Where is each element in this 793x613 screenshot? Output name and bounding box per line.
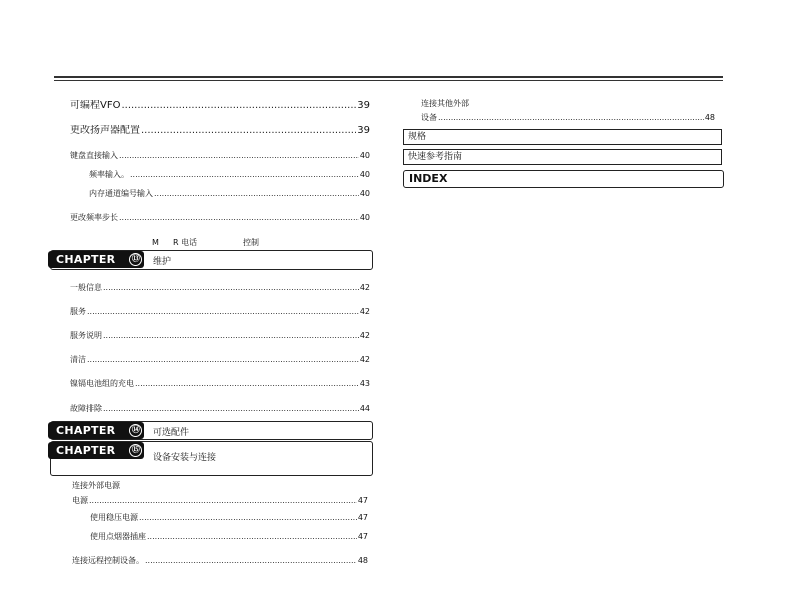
toc-entry[interactable] xyxy=(70,355,370,365)
chapter-15-title: 设备安装与连接 xyxy=(153,453,217,463)
toc-page: 43 xyxy=(359,379,370,388)
chapter-13-title: 维护 xyxy=(153,257,172,267)
toc-page: 48 xyxy=(357,556,368,565)
toc-title: 设备 xyxy=(421,113,437,122)
toc-page: 39 xyxy=(357,125,370,136)
fragment-r: R 电话 xyxy=(173,238,198,247)
toc-entry[interactable] xyxy=(72,496,368,506)
toc-title: 一般信息 xyxy=(70,283,102,292)
toc-page: 47 xyxy=(357,532,368,541)
toc-leader xyxy=(87,355,359,365)
toc-leader xyxy=(135,379,359,389)
toc-page: 42 xyxy=(359,307,370,316)
toc-leader xyxy=(119,151,359,161)
toc-leader xyxy=(103,331,359,341)
toc-leader xyxy=(103,283,359,293)
toc-entry[interactable] xyxy=(90,513,368,523)
toc-entry[interactable] xyxy=(72,556,368,566)
toc-page: 42 xyxy=(359,331,370,340)
toc-entry[interactable] xyxy=(90,532,368,542)
toc-leader xyxy=(121,100,356,112)
toc-entry[interactable] xyxy=(89,170,370,180)
chapter-14-title: 可选配件 xyxy=(153,428,190,438)
toc-title: 更改频率步长 xyxy=(70,213,118,222)
toc-title: 键盘直接输入 xyxy=(70,151,118,160)
install-heading: 连接外部电源 xyxy=(72,481,120,490)
toc-title: 可编程VFO xyxy=(70,100,121,111)
toc-page: 40 xyxy=(359,151,370,160)
toc-leader xyxy=(141,125,356,137)
toc-entry[interactable] xyxy=(70,331,370,341)
toc-leader xyxy=(154,189,359,199)
toc-title: 服务 xyxy=(70,307,86,316)
toc-page: 42 xyxy=(359,355,370,364)
chapter-14-badge xyxy=(48,422,144,439)
toc-leader xyxy=(145,556,357,566)
toc-title: 内存通道编号输入 xyxy=(89,189,153,198)
top-rule-1 xyxy=(54,76,723,78)
toc-title: 镍镉电池组的充电 xyxy=(70,379,134,388)
right-heading: 连接其他外部 xyxy=(421,99,469,108)
toc-entry[interactable] xyxy=(421,113,715,123)
toc-leader xyxy=(130,170,359,180)
toc-entry[interactable] xyxy=(70,125,370,137)
toc-entry[interactable] xyxy=(70,379,370,389)
toc-title: 连接远程控制设备。 xyxy=(72,556,144,565)
toc-page: 39 xyxy=(357,100,370,111)
toc-page: 47 xyxy=(357,513,368,522)
toc-title: 电源 xyxy=(72,496,88,505)
toc-leader xyxy=(119,213,359,223)
toc-entry[interactable] xyxy=(70,283,370,293)
toc-title: 服务说明 xyxy=(70,331,102,340)
spec-box[interactable]: 规格 xyxy=(403,129,722,145)
toc-entry[interactable] xyxy=(70,213,370,223)
toc-page: 44 xyxy=(359,404,370,413)
chapter-label: CHAPTER xyxy=(56,444,116,457)
chapter-label: CHAPTER xyxy=(56,253,116,266)
toc-page: 40 xyxy=(359,213,370,222)
toc-leader xyxy=(438,113,704,123)
fragment-control: 控制 xyxy=(243,238,259,247)
toc-title: 使用稳压电源 xyxy=(90,513,138,522)
toc-leader xyxy=(89,496,357,506)
quick-guide-box[interactable]: 快速参考指南 xyxy=(403,149,722,165)
toc-page: 42 xyxy=(359,283,370,292)
toc-title: 使用点烟器插座 xyxy=(90,532,146,541)
index-box[interactable]: INDEX xyxy=(403,170,724,188)
chapter-13-badge xyxy=(48,251,144,268)
chapter-number-icon: ⑮ xyxy=(129,444,142,457)
toc-title: 清洁 xyxy=(70,355,86,364)
toc-leader xyxy=(147,532,357,542)
toc-page: 47 xyxy=(357,496,368,505)
toc-page: 40 xyxy=(359,170,370,179)
toc-entry[interactable] xyxy=(70,307,370,317)
toc-entry[interactable] xyxy=(89,189,370,199)
toc-entry[interactable] xyxy=(70,404,370,414)
toc-leader xyxy=(87,307,359,317)
chapter-label: CHAPTER xyxy=(56,424,116,437)
toc-entry[interactable] xyxy=(70,100,370,112)
toc-page: 40 xyxy=(359,189,370,198)
fragment-m: M xyxy=(152,238,159,247)
toc-page: 48 xyxy=(704,113,715,122)
toc-title: 故障排除 xyxy=(70,404,102,413)
top-rule-2 xyxy=(54,80,723,81)
toc-title: 频率输入。 xyxy=(89,170,129,179)
chapter-15-badge xyxy=(48,442,144,459)
toc-leader xyxy=(139,513,357,523)
toc-entry[interactable] xyxy=(70,151,370,161)
chapter-number-icon: ⑭ xyxy=(129,424,142,437)
toc-leader xyxy=(103,404,359,414)
toc-title: 更改扬声器配置 xyxy=(70,125,140,136)
chapter-number-icon: ⑬ xyxy=(129,253,142,266)
